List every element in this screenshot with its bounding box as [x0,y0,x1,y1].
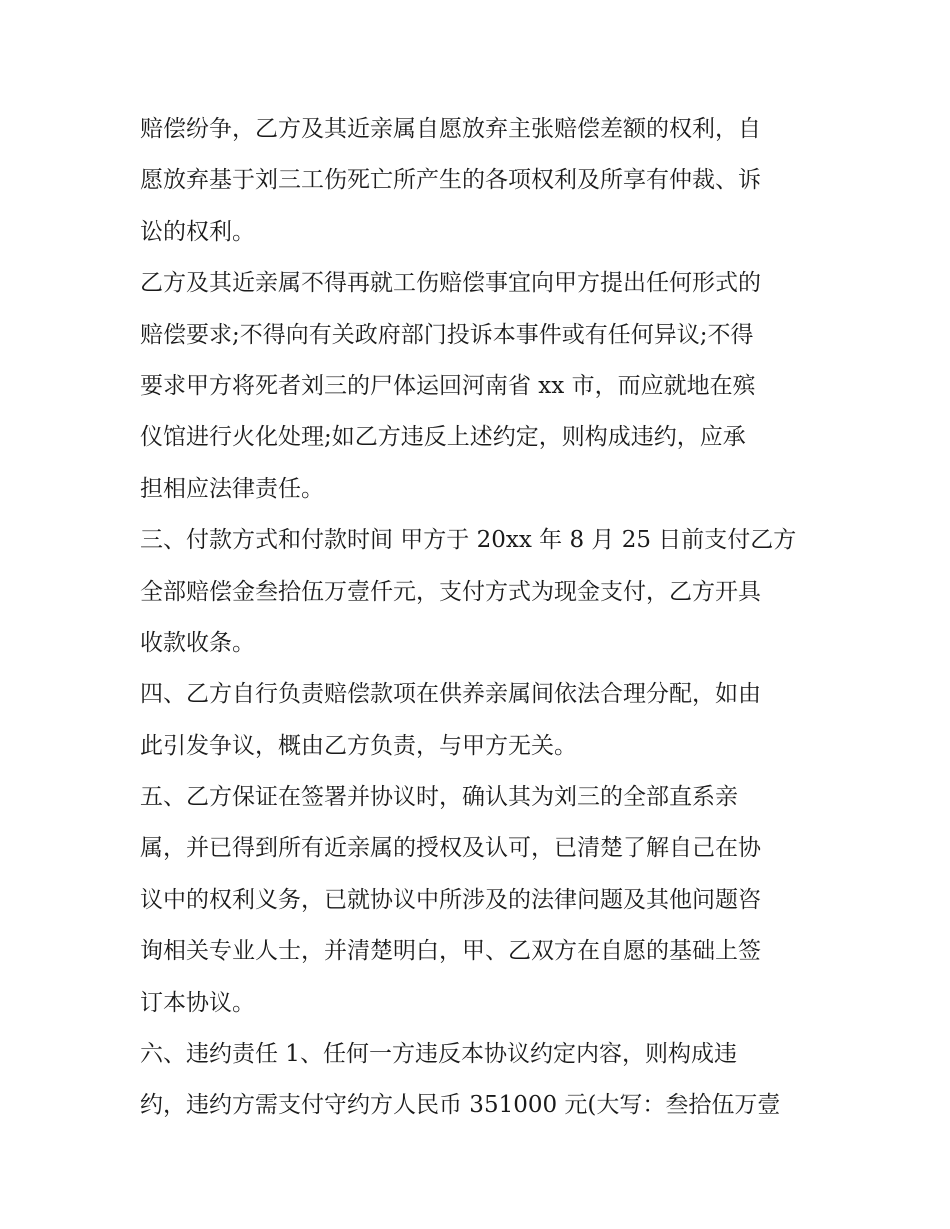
text-line: 此引发争议，概由乙方负责，与甲方无关。 [140,732,577,759]
text-line: 仪馆进行火化处理;如乙方违反上述约定，则构成违约，应承 [140,424,746,451]
text-line: 议中的权利义务，已就协议中所涉及的法律问题及其他问题咨 [140,886,761,913]
text-line: 要求甲方将死者刘三的尸体运回河南省 xx 市，而应就地在殡 [140,372,756,399]
text-line: 赔偿纷争，乙方及其近亲属自愿放弃主张赔偿差额的权利，自 [140,116,761,142]
text-line: 收款收条。 [140,629,255,656]
text-line: 属，并已得到所有近亲属的授权及认可，已清楚了解自己在协 [140,835,761,862]
text-line: 约，违约方需支付守约方人民币 351000 元(大写：叁拾伍万壹 [140,1092,781,1119]
agreement-body [140,104,820,1132]
text-line: 讼的权利。 [140,218,255,245]
text-line: 赔偿要求;不得向有关政府部门投诉本事件或有任何异议;不得 [140,321,754,348]
text-line: 三、付款方式和付款时间 甲方于 20xx 年 8 月 25 日前支付乙方 [140,527,797,554]
text-line: 订本协议。 [140,989,255,1016]
text-line: 四、乙方自行负责赔偿款项在供养亲属间依法合理分配，如由 [140,681,761,708]
text-line: 全部赔偿金叁拾伍万壹仟元，支付方式为现金支付，乙方开具 [140,578,761,605]
text-line: 询相关专业人士，并清楚明白，甲、乙双方在自愿的基础上签 [140,938,761,965]
text-line: 五、乙方保证在签署并协议时，确认其为刘三的全部直系亲 [140,784,738,811]
text-line: 愿放弃基于刘三工伤死亡所产生的各项权利及所享有仲裁、诉 [140,167,761,194]
text-line: 六、违约责任 1、任何一方违反本协议约定内容，则构成违 [140,1041,737,1068]
text-line: 担相应法律责任。 [140,475,324,502]
text-line: 乙方及其近亲属不得再就工伤赔偿事宜向甲方提出任何形式的 [140,270,761,297]
